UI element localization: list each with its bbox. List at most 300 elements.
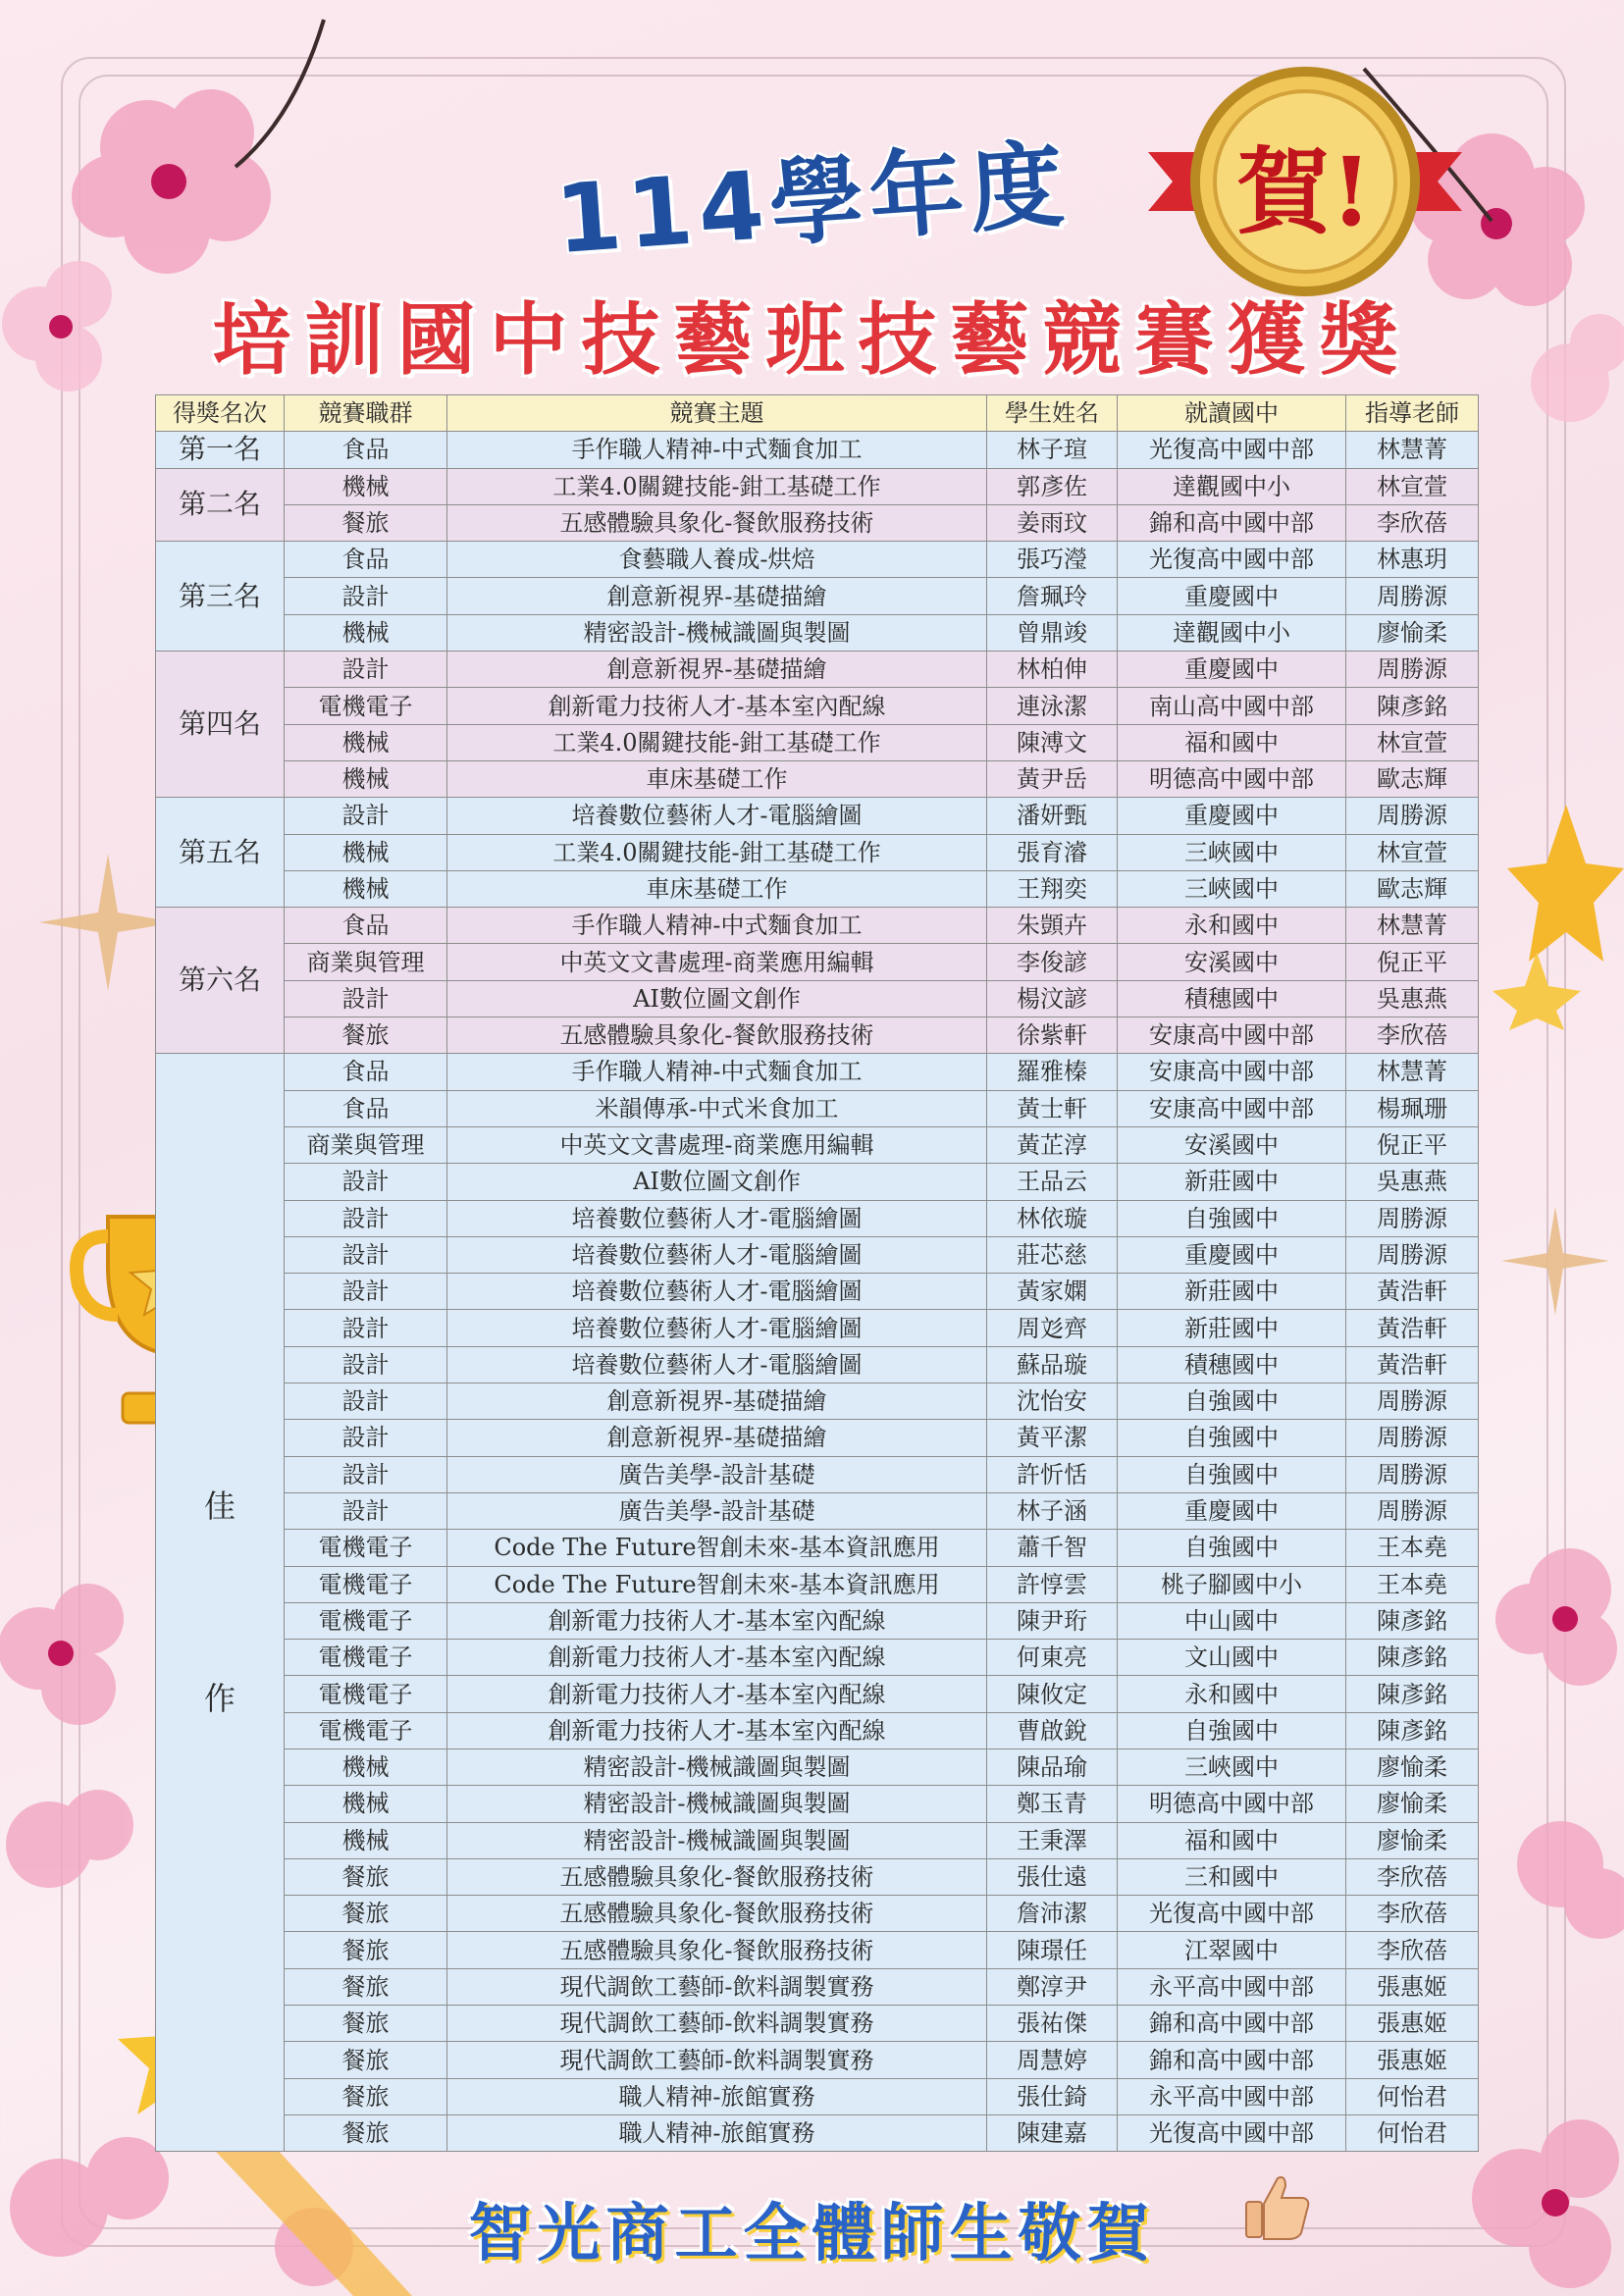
student-cell: 張巧瀅 — [987, 542, 1118, 578]
topic-cell: 創意新視界-基礎描繪 — [447, 652, 987, 688]
school-cell: 重慶國中 — [1118, 1492, 1346, 1529]
category-cell: 機械 — [285, 468, 447, 504]
school-cell: 光復高中國中部 — [1118, 542, 1346, 578]
table-row — [156, 870, 1479, 907]
category-cell: 食品 — [285, 1054, 447, 1090]
rank-cell: 第二名 — [156, 468, 285, 542]
teacher-cell: 張惠姬 — [1346, 2006, 1479, 2042]
topic-cell: 創意新視界-基礎描繪 — [447, 1383, 987, 1420]
topic-cell: 培養數位藝術人才-電腦繪圖 — [447, 1200, 987, 1236]
header-category: 競賽職群 — [285, 395, 447, 432]
table-row — [156, 798, 1479, 834]
student-cell: 姜雨玟 — [987, 504, 1118, 541]
table-row — [156, 1566, 1479, 1602]
topic-cell: 精密設計-機械識圖與製圖 — [447, 1786, 987, 1822]
topic-cell: 五感體驗具象化-餐飲服務技術 — [447, 1018, 987, 1054]
school-cell: 達觀國中小 — [1118, 468, 1346, 504]
teacher-cell: 吳惠燕 — [1346, 980, 1479, 1017]
school-cell: 達觀國中小 — [1118, 614, 1346, 651]
school-cell: 錦和高中國中部 — [1118, 504, 1346, 541]
student-cell: 羅雅榛 — [987, 1054, 1118, 1090]
table-row — [156, 432, 1479, 468]
category-cell: 機械 — [285, 614, 447, 651]
student-cell: 陳璟任 — [987, 1932, 1118, 1968]
student-cell: 黃芷淳 — [987, 1126, 1118, 1163]
table-row — [156, 908, 1479, 944]
student-cell: 陳尹珩 — [987, 1602, 1118, 1639]
table-row — [156, 1346, 1479, 1383]
category-cell: 設計 — [285, 798, 447, 834]
category-cell: 設計 — [285, 1456, 447, 1492]
student-cell: 沈怡安 — [987, 1383, 1118, 1420]
school-cell: 自強國中 — [1118, 1383, 1346, 1420]
topic-cell: 五感體驗具象化-餐飲服務技術 — [447, 1896, 987, 1932]
table-row — [156, 614, 1479, 651]
table-row — [156, 2042, 1479, 2078]
student-cell: 莊芯慈 — [987, 1236, 1118, 1273]
category-cell: 餐旅 — [285, 2042, 447, 2078]
table-row — [156, 1164, 1479, 1200]
student-cell: 蕭千智 — [987, 1530, 1118, 1566]
category-cell: 機械 — [285, 834, 447, 870]
category-cell: 餐旅 — [285, 1858, 447, 1895]
teacher-cell: 倪正平 — [1346, 1126, 1479, 1163]
school-cell: 自強國中 — [1118, 1712, 1346, 1748]
table-row — [156, 1932, 1479, 1968]
student-cell: 林子瑄 — [987, 432, 1118, 468]
header-rank: 得獎名次 — [156, 395, 285, 432]
table-row — [156, 1126, 1479, 1163]
category-cell: 設計 — [285, 1346, 447, 1383]
category-cell: 設計 — [285, 1420, 447, 1456]
category-cell: 設計 — [285, 1200, 447, 1236]
school-cell: 新莊國中 — [1118, 1310, 1346, 1346]
table-row — [156, 542, 1479, 578]
school-cell: 新莊國中 — [1118, 1164, 1346, 1200]
teacher-cell: 黃浩軒 — [1346, 1310, 1479, 1346]
category-cell: 設計 — [285, 1492, 447, 1529]
topic-cell: 職人精神-旅館實務 — [447, 2078, 987, 2114]
student-cell: 周彣齊 — [987, 1310, 1118, 1346]
teacher-cell: 周勝源 — [1346, 652, 1479, 688]
school-cell: 明德高中國中部 — [1118, 1786, 1346, 1822]
teacher-cell: 李欣蓓 — [1346, 1018, 1479, 1054]
student-cell: 鄭淳尹 — [987, 1968, 1118, 2005]
student-cell: 周慧婷 — [987, 2042, 1118, 2078]
student-cell: 許忻恬 — [987, 1456, 1118, 1492]
topic-cell: 創意新視界-基礎描繪 — [447, 1420, 987, 1456]
category-cell: 機械 — [285, 724, 447, 760]
category-cell: 食品 — [285, 1090, 447, 1126]
school-cell: 積穗國中 — [1118, 980, 1346, 1017]
table-row — [156, 1054, 1479, 1090]
teacher-cell: 周勝源 — [1346, 798, 1479, 834]
topic-cell: 車床基礎工作 — [447, 870, 987, 907]
category-cell: 電機電子 — [285, 688, 447, 724]
table-row — [156, 578, 1479, 614]
student-cell: 張仕遠 — [987, 1858, 1118, 1895]
category-cell: 機械 — [285, 1786, 447, 1822]
teacher-cell: 周勝源 — [1346, 1383, 1479, 1420]
teacher-cell: 陳彥銘 — [1346, 1640, 1479, 1676]
category-cell: 電機電子 — [285, 1712, 447, 1748]
school-cell: 自強國中 — [1118, 1530, 1346, 1566]
year-title: 114學年度 — [551, 129, 1074, 276]
student-cell: 黃尹岳 — [987, 760, 1118, 797]
category-cell: 食品 — [285, 542, 447, 578]
student-cell: 王秉澤 — [987, 1822, 1118, 1858]
category-cell: 設計 — [285, 1164, 447, 1200]
school-cell: 重慶國中 — [1118, 652, 1346, 688]
header-student: 學生姓名 — [987, 395, 1118, 432]
student-cell: 陳品瑜 — [987, 1748, 1118, 1785]
school-cell: 安溪國中 — [1118, 944, 1346, 980]
category-cell: 餐旅 — [285, 1018, 447, 1054]
student-cell: 張仕錡 — [987, 2078, 1118, 2114]
student-cell: 林依璇 — [987, 1200, 1118, 1236]
teacher-cell: 林慧菁 — [1346, 432, 1479, 468]
teacher-cell: 周勝源 — [1346, 1200, 1479, 1236]
school-cell: 三峽國中 — [1118, 1748, 1346, 1785]
school-cell: 中山國中 — [1118, 1602, 1346, 1639]
topic-cell: Code The Future智創未來-基本資訊應用 — [447, 1530, 987, 1566]
topic-cell: 工業4.0關鍵技能-鉗工基礎工作 — [447, 834, 987, 870]
topic-cell: 工業4.0關鍵技能-鉗工基礎工作 — [447, 724, 987, 760]
student-cell: 陳溥文 — [987, 724, 1118, 760]
student-cell: 潘妍甄 — [987, 798, 1118, 834]
topic-cell: 精密設計-機械識圖與製圖 — [447, 1748, 987, 1785]
teacher-cell: 歐志輝 — [1346, 870, 1479, 907]
category-cell: 商業與管理 — [285, 944, 447, 980]
table-row — [156, 944, 1479, 980]
school-cell: 重慶國中 — [1118, 1236, 1346, 1273]
student-cell: 徐紫軒 — [987, 1018, 1118, 1054]
category-cell: 設計 — [285, 1274, 447, 1310]
school-cell: 光復高中國中部 — [1118, 1896, 1346, 1932]
topic-cell: 現代調飲工藝師-飲料調製實務 — [447, 2042, 987, 2078]
table-row — [156, 1640, 1479, 1676]
congrats-badge-text: 賀! — [1236, 136, 1373, 247]
table-row — [156, 1310, 1479, 1346]
teacher-cell: 林宣萱 — [1346, 834, 1479, 870]
table-row — [156, 1858, 1479, 1895]
topic-cell: 廣告美學-設計基礎 — [447, 1492, 987, 1529]
teacher-cell: 周勝源 — [1346, 1492, 1479, 1529]
header-school: 就讀國中 — [1118, 395, 1346, 432]
school-cell: 南山高中國中部 — [1118, 688, 1346, 724]
student-cell: 王翔奕 — [987, 870, 1118, 907]
student-cell: 陳建嘉 — [987, 2114, 1118, 2151]
school-cell: 江翠國中 — [1118, 1932, 1346, 1968]
student-cell: 黃士軒 — [987, 1090, 1118, 1126]
topic-cell: 現代調飲工藝師-飲料調製實務 — [447, 1968, 987, 2005]
teacher-cell: 林宣萱 — [1346, 724, 1479, 760]
table-row — [156, 2006, 1479, 2042]
table-row — [156, 1712, 1479, 1748]
topic-cell: 創意新視界-基礎描繪 — [447, 578, 987, 614]
category-cell: 餐旅 — [285, 2114, 447, 2151]
table-header-row — [156, 395, 1479, 432]
category-cell: 設計 — [285, 652, 447, 688]
category-cell: 設計 — [285, 980, 447, 1017]
category-cell: 機械 — [285, 1748, 447, 1785]
topic-cell: 五感體驗具象化-餐飲服務技術 — [447, 1932, 987, 1968]
teacher-cell: 陳彥銘 — [1346, 1676, 1479, 1712]
school-cell: 自強國中 — [1118, 1420, 1346, 1456]
teacher-cell: 林慧菁 — [1346, 908, 1479, 944]
teacher-cell: 黃浩軒 — [1346, 1274, 1479, 1310]
table-row — [156, 760, 1479, 797]
table-row — [156, 1748, 1479, 1785]
table-row — [156, 1456, 1479, 1492]
topic-cell: 中英文文書處理-商業應用編輯 — [447, 944, 987, 980]
rank-cell: 第六名 — [156, 908, 285, 1054]
category-cell: 設計 — [285, 1383, 447, 1420]
category-cell: 餐旅 — [285, 1896, 447, 1932]
table-row — [156, 1236, 1479, 1273]
teacher-cell: 李欣蓓 — [1346, 504, 1479, 541]
table-row — [156, 1896, 1479, 1932]
teacher-cell: 何怡君 — [1346, 2078, 1479, 2114]
table-row — [156, 1786, 1479, 1822]
school-cell: 新莊國中 — [1118, 1274, 1346, 1310]
rank-cell: 第五名 — [156, 798, 285, 908]
topic-cell: 創新電力技術人才-基本室內配線 — [447, 1640, 987, 1676]
student-cell: 李俊諺 — [987, 944, 1118, 980]
student-cell: 許惇雲 — [987, 1566, 1118, 1602]
teacher-cell: 倪正平 — [1346, 944, 1479, 980]
table-row — [156, 1274, 1479, 1310]
school-cell: 永和國中 — [1118, 1676, 1346, 1712]
school-cell: 三峽國中 — [1118, 870, 1346, 907]
topic-cell: 車床基礎工作 — [447, 760, 987, 797]
topic-cell: AI數位圖文創作 — [447, 980, 987, 1017]
student-cell: 張祐傑 — [987, 2006, 1118, 2042]
category-cell: 機械 — [285, 1822, 447, 1858]
student-cell: 黃家嫻 — [987, 1274, 1118, 1310]
student-cell: 黃平潔 — [987, 1420, 1118, 1456]
category-cell: 設計 — [285, 1310, 447, 1346]
category-cell: 設計 — [285, 1236, 447, 1273]
category-cell: 電機電子 — [285, 1602, 447, 1639]
student-cell: 曹啟銳 — [987, 1712, 1118, 1748]
school-cell: 三和國中 — [1118, 1858, 1346, 1895]
category-cell: 機械 — [285, 870, 447, 907]
student-cell: 郭彥佐 — [987, 468, 1118, 504]
topic-cell: 中英文文書處理-商業應用編輯 — [447, 1126, 987, 1163]
school-cell: 永平高中國中部 — [1118, 2078, 1346, 2114]
teacher-cell: 李欣蓓 — [1346, 1932, 1479, 1968]
teacher-cell: 廖愉柔 — [1346, 1822, 1479, 1858]
school-cell: 三峽國中 — [1118, 834, 1346, 870]
school-cell: 福和國中 — [1118, 724, 1346, 760]
teacher-cell: 歐志輝 — [1346, 760, 1479, 797]
topic-cell: 手作職人精神-中式麵食加工 — [447, 432, 987, 468]
teacher-cell: 黃浩軒 — [1346, 1346, 1479, 1383]
table-row — [156, 468, 1479, 504]
teacher-cell: 吳惠燕 — [1346, 1164, 1479, 1200]
category-cell: 商業與管理 — [285, 1126, 447, 1163]
table-row — [156, 1968, 1479, 2005]
student-cell: 曾鼎竣 — [987, 614, 1118, 651]
table-row — [156, 1530, 1479, 1566]
school-cell: 積穗國中 — [1118, 1346, 1346, 1383]
star-right-icon — [1478, 805, 1624, 1030]
school-cell: 安溪國中 — [1118, 1126, 1346, 1163]
category-cell: 機械 — [285, 760, 447, 797]
table-row — [156, 1822, 1479, 1858]
teacher-cell: 周勝源 — [1346, 1236, 1479, 1273]
table-row — [156, 1383, 1479, 1420]
category-cell: 電機電子 — [285, 1676, 447, 1712]
teacher-cell: 廖愉柔 — [1346, 1786, 1479, 1822]
student-cell: 朱顗卉 — [987, 908, 1118, 944]
teacher-cell: 王本堯 — [1346, 1530, 1479, 1566]
category-cell: 餐旅 — [285, 2078, 447, 2114]
teacher-cell: 林慧菁 — [1346, 1054, 1479, 1090]
student-cell: 王品云 — [987, 1164, 1118, 1200]
school-cell: 錦和高中國中部 — [1118, 2006, 1346, 2042]
rank-cell — [156, 1054, 285, 2152]
rank-char: 作 — [203, 1680, 236, 1718]
school-cell: 福和國中 — [1118, 1822, 1346, 1858]
rank-char: 佳 — [203, 1487, 236, 1526]
teacher-cell: 周勝源 — [1346, 1456, 1479, 1492]
teacher-cell: 陳彥銘 — [1346, 688, 1479, 724]
topic-cell: 培養數位藝術人才-電腦繪圖 — [447, 798, 987, 834]
topic-cell: 手作職人精神-中式麵食加工 — [447, 908, 987, 944]
table-row — [156, 1420, 1479, 1456]
topic-cell: 五感體驗具象化-餐飲服務技術 — [447, 504, 987, 541]
table-row — [156, 652, 1479, 688]
topic-cell: 培養數位藝術人才-電腦繪圖 — [447, 1274, 987, 1310]
topic-cell: 創新電力技術人才-基本室內配線 — [447, 1602, 987, 1639]
student-cell: 林子涵 — [987, 1492, 1118, 1529]
topic-cell: 創新電力技術人才-基本室內配線 — [447, 1712, 987, 1748]
teacher-cell: 李欣蓓 — [1346, 1858, 1479, 1895]
school-cell: 明德高中國中部 — [1118, 760, 1346, 797]
table-row — [156, 1676, 1479, 1712]
teacher-cell: 廖愉柔 — [1346, 1748, 1479, 1785]
rank-cell: 第一名 — [156, 432, 285, 468]
category-cell: 電機電子 — [285, 1640, 447, 1676]
teacher-cell: 周勝源 — [1346, 1420, 1479, 1456]
rank-cell: 第四名 — [156, 652, 285, 798]
topic-cell: Code The Future智創未來-基本資訊應用 — [447, 1566, 987, 1602]
table-row — [156, 1602, 1479, 1639]
topic-cell: 精密設計-機械識圖與製圖 — [447, 1822, 987, 1858]
table-row — [156, 980, 1479, 1017]
table-row — [156, 504, 1479, 541]
table-row — [156, 834, 1479, 870]
school-cell: 自強國中 — [1118, 1200, 1346, 1236]
category-cell: 電機電子 — [285, 1566, 447, 1602]
topic-cell: 米韻傳承-中式米食加工 — [447, 1090, 987, 1126]
school-cell: 安康高中國中部 — [1118, 1054, 1346, 1090]
table-row — [156, 1090, 1479, 1126]
category-cell: 食品 — [285, 908, 447, 944]
category-cell: 餐旅 — [285, 504, 447, 541]
student-cell: 陳攸定 — [987, 1676, 1118, 1712]
student-cell: 蘇品璇 — [987, 1346, 1118, 1383]
topic-cell: 培養數位藝術人才-電腦繪圖 — [447, 1236, 987, 1273]
student-cell: 連泳潔 — [987, 688, 1118, 724]
table-row — [156, 688, 1479, 724]
student-cell: 何東亮 — [987, 1640, 1118, 1676]
rank-cell: 第三名 — [156, 542, 285, 652]
topic-cell: 職人精神-旅館實務 — [447, 2114, 987, 2151]
teacher-cell: 楊珮珊 — [1346, 1090, 1479, 1126]
table-row — [156, 2078, 1479, 2114]
school-cell: 桃子腳國中小 — [1118, 1566, 1346, 1602]
category-cell: 餐旅 — [285, 1968, 447, 2005]
school-cell: 安康高中國中部 — [1118, 1018, 1346, 1054]
teacher-cell: 陳彥銘 — [1346, 1602, 1479, 1639]
student-cell: 林柏伸 — [987, 652, 1118, 688]
topic-cell: 創新電力技術人才-基本室內配線 — [447, 688, 987, 724]
footer-congrats-text: 智光商工全體師生敬賀 — [468, 2198, 1156, 2270]
teacher-cell: 林惠玥 — [1346, 542, 1479, 578]
table-row — [156, 1018, 1479, 1054]
header-teacher: 指導老師 — [1346, 395, 1479, 432]
category-cell: 設計 — [285, 578, 447, 614]
student-cell: 張育濬 — [987, 834, 1118, 870]
school-cell: 光復高中國中部 — [1118, 2114, 1346, 2151]
school-cell: 永和國中 — [1118, 908, 1346, 944]
topic-cell: 現代調飲工藝師-飲料調製實務 — [447, 2006, 987, 2042]
topic-cell: 手作職人精神-中式麵食加工 — [447, 1054, 987, 1090]
awards-table — [155, 394, 1479, 2152]
topic-cell: 食藝職人養成-烘焙 — [447, 542, 987, 578]
sparkle-right-icon — [1501, 1207, 1609, 1315]
category-cell: 餐旅 — [285, 1932, 447, 1968]
topic-cell: 廣告美學-設計基礎 — [447, 1456, 987, 1492]
teacher-cell: 林宣萱 — [1346, 468, 1479, 504]
teacher-cell: 周勝源 — [1346, 578, 1479, 614]
teacher-cell: 張惠姬 — [1346, 2042, 1479, 2078]
school-cell: 永平高中國中部 — [1118, 1968, 1346, 2005]
main-title: 培訓國中技藝班技藝競賽獲獎 — [212, 294, 1412, 386]
school-cell: 文山國中 — [1118, 1640, 1346, 1676]
student-cell: 楊汶諺 — [987, 980, 1118, 1017]
teacher-cell: 廖愉柔 — [1346, 614, 1479, 651]
topic-cell: 培養數位藝術人才-電腦繪圖 — [447, 1346, 987, 1383]
table-row — [156, 2114, 1479, 2151]
topic-cell: 精密設計-機械識圖與製圖 — [447, 614, 987, 651]
school-cell: 重慶國中 — [1118, 578, 1346, 614]
blossom-right-mid-icon — [1472, 1472, 1624, 1982]
topic-cell: 五感體驗具象化-餐飲服務技術 — [447, 1858, 987, 1895]
teacher-cell: 李欣蓓 — [1346, 1896, 1479, 1932]
table-row — [156, 724, 1479, 760]
student-cell: 詹沛潔 — [987, 1896, 1118, 1932]
teacher-cell: 王本堯 — [1346, 1566, 1479, 1602]
category-cell: 電機電子 — [285, 1530, 447, 1566]
student-cell: 詹珮玲 — [987, 578, 1118, 614]
topic-cell: 工業4.0關鍵技能-鉗工基礎工作 — [447, 468, 987, 504]
school-cell: 自強國中 — [1118, 1456, 1346, 1492]
school-cell: 重慶國中 — [1118, 798, 1346, 834]
awards-table-body — [156, 432, 1479, 2152]
school-cell: 安康高中國中部 — [1118, 1090, 1346, 1126]
school-cell: 錦和高中國中部 — [1118, 2042, 1346, 2078]
table-row — [156, 1200, 1479, 1236]
topic-cell: 創新電力技術人才-基本室內配線 — [447, 1676, 987, 1712]
school-cell: 光復高中國中部 — [1118, 432, 1346, 468]
topic-cell: 培養數位藝術人才-電腦繪圖 — [447, 1310, 987, 1346]
teacher-cell: 張惠姬 — [1346, 1968, 1479, 2005]
student-cell: 鄭玉青 — [987, 1786, 1118, 1822]
